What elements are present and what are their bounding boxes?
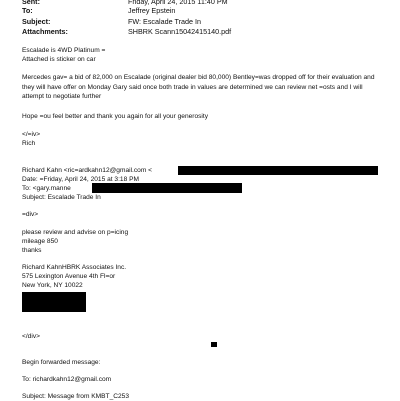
- forward-from: Richard Kahn <ric=ardkahn12@gmail.com <: [22, 167, 153, 174]
- forward-subject: Subject: Escalade Trade In: [22, 194, 101, 201]
- forward-date: Date: =Friday, April 24, 2015 at 3:18 PM: [22, 176, 139, 183]
- to-label: To:: [22, 6, 33, 15]
- subject-value: FW: Escalade Trade In: [128, 17, 201, 26]
- sent-row: [22, 0, 228, 6]
- forward-to: To: <gary.manne: [22, 185, 71, 192]
- to-row: [22, 7, 175, 15]
- attachments-label: Attachments:: [22, 27, 68, 36]
- thanks-line: thanks: [22, 247, 42, 254]
- body-line-2: Attached is sticker on car: [22, 56, 96, 63]
- subject-row: [22, 18, 201, 26]
- body-paragraph: Mercedes gav= a bid of 82,000 on Escalade (original dealer bid 80,000) Bentley=was dropped off for their evaluation and they will have offer on Monday Gary said once both trade in values are determined we can review net =osts and I will attempt to negotiate further: [22, 74, 375, 100]
- request-line-2: mileage 850: [22, 238, 58, 245]
- body-line-1: Escalade is 4WD Platinum =: [22, 47, 106, 54]
- sent-value: Friday, April 24, 2015 11:40 PM: [128, 0, 228, 6]
- to-value: Jeffrey Epstein: [128, 6, 176, 15]
- signature-address: 575 Lexington Avenue 4th Fl=or: [22, 273, 116, 280]
- request-line-1: please review and advise on p=icing: [22, 229, 129, 236]
- div-close-tag: </=iv>: [22, 131, 41, 138]
- begin-forwarded: Begin forwarded message:: [22, 359, 101, 366]
- signature-name: Richard KahnHBRK Associates Inc.: [22, 264, 127, 271]
- redaction-bar: [92, 183, 242, 193]
- div-close-tag-2: </div>: [22, 333, 40, 340]
- signature-rich: Rich: [22, 140, 36, 147]
- forward2-subject: Subject: Message from KMBT_C253: [22, 393, 130, 400]
- subject-label: Subject:: [22, 17, 51, 26]
- attachment-filename[interactable]: SHBRK Scann15042415140.pdf: [128, 27, 232, 36]
- div-open-tag: =div>: [22, 211, 39, 218]
- redaction-mark: [211, 342, 217, 347]
- forward2-to: To: richardkahn12@gmail.com: [22, 376, 112, 383]
- sent-label: Sent:: [22, 0, 40, 6]
- hope-line: Hope =ou feel better and thank you again for all your generosity: [22, 113, 209, 120]
- redaction-bar: [178, 166, 378, 175]
- attachments-row: [22, 28, 231, 36]
- redaction-block: [22, 292, 86, 312]
- signature-city: New York, NY 10022: [22, 282, 83, 289]
